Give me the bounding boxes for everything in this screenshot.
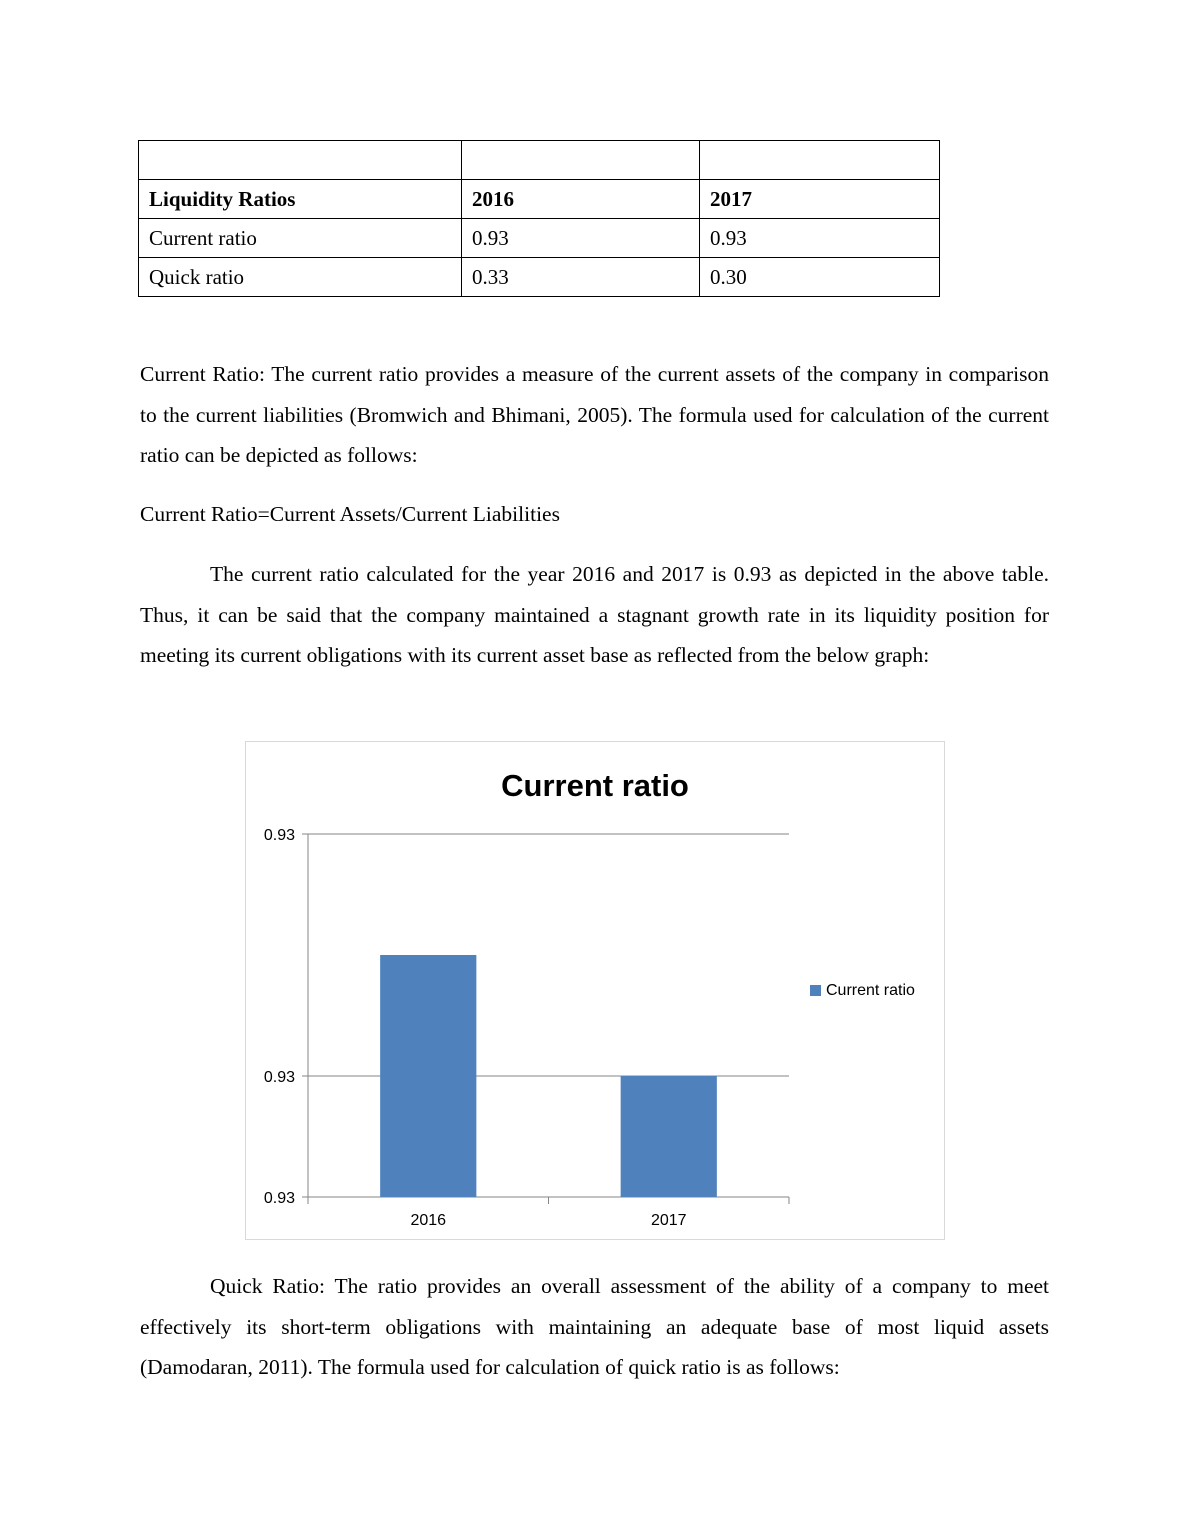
x-tick-label: 2017 (650, 1212, 687, 1229)
legend-label: Current ratio (826, 982, 915, 999)
table-cell: Current ratio (139, 219, 462, 258)
chart-title: Current ratio (501, 768, 689, 803)
quick-ratio-paragraph: Quick Ratio: The ratio provides an overall assessment of the ability of a company to meet effectively its short-term obligations with maintaining an adequate base of most liquid assets (Damodaran, 2011). The formula used for calculation of quick ratio is as follows: (140, 1274, 1049, 1379)
legend-swatch (810, 985, 821, 996)
y-tick-label: 0.93 (263, 1069, 295, 1086)
table-row (139, 219, 940, 258)
bar-2017 (621, 1076, 717, 1197)
chart-canvas (246, 742, 944, 1239)
table-cell: 0.33 (462, 258, 700, 297)
current-ratio-analysis-paragraph: The current ratio calculated for the year 2016 and 2017 is 0.93 as depicted in the above table. Thus, it can be said that the company maintained a stagnant growth rate in its liquidity position for meeting its current obligations with its current asset base as reflected from the below graph: (140, 562, 1049, 667)
current-ratio-formula: Current Ratio=Current Assets/Current Liabilities (140, 502, 560, 526)
current-ratio-chart (245, 741, 945, 1240)
y-tick-label: 0.93 (263, 827, 295, 844)
y-tick-label: 0.93 (263, 1190, 295, 1207)
table-empty-row (139, 141, 940, 180)
table-header-cell: 2017 (700, 180, 940, 219)
current-ratio-paragraph: Current Ratio: The current ratio provides a measure of the current assets of the company in comparison to the current liabilities (Bromwich and Bhimani, 2005). The formula used for calculation of the current ratio can be depicted as follows: (140, 362, 1049, 467)
table-row (139, 258, 940, 297)
table-cell: 0.93 (700, 219, 940, 258)
table-header-cell: Liquidity Ratios (139, 180, 462, 219)
table-cell (462, 141, 700, 180)
liquidity-ratios-table (138, 140, 940, 297)
table-cell (700, 141, 940, 180)
x-tick-label: 2016 (410, 1212, 447, 1229)
table-cell: 0.30 (700, 258, 940, 297)
table-header-row (139, 180, 940, 219)
table-cell: 0.93 (462, 219, 700, 258)
plot-area (264, 827, 789, 1229)
bar-2016 (380, 955, 476, 1197)
table-header-cell: 2016 (462, 180, 700, 219)
table-cell (139, 141, 462, 180)
table-cell: Quick ratio (139, 258, 462, 297)
